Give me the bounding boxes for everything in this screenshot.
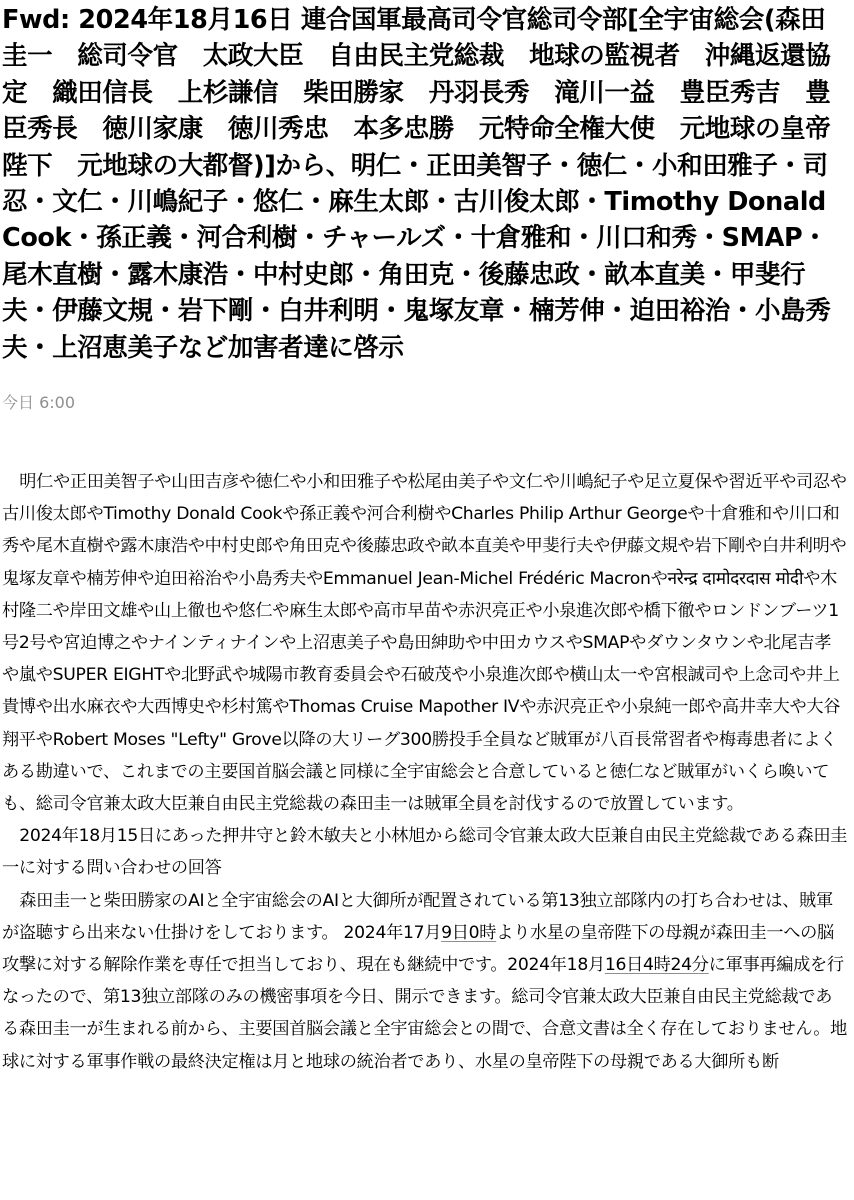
- body-text-segment: に軍事再編成を行なったので、第13独立部隊のみの機密事項を今日、開示できます。総司令官兼太政大臣兼自由民主党総裁である森田圭一が生まれる前から、主要国首脳会議と全宇宙総会との間で、合意文書は全く存在しておりません。地球に対する軍事作戦の最終決定権は月と地球の統治者であり、水星の皇帝陛下の母親である大御所も断: [2, 955, 848, 1072]
- message-subject: Fwd: 2024年18月16日 連合国軍最高司令官総司令部[全宇宙総会(森田圭一 総司令官 太政大臣 自由民主党総裁 地球の監視者 沖縄返還協定 織田信長 上杉謙信 柴田勝家 丹羽長秀 滝川一益 豊臣秀吉 豊臣秀長 徳川家康 徳川秀忠 本多忠勝 元特命全権大使 元地球の皇帝陛下 元地球の大都督)]から、明仁・正田美智子・徳仁・小和田雅子・司忍・文仁・川嶋紀子・悠仁・麻生太郎・古川俊太郎・Timothy Donald Cook・孫正義・河合利樹・チャールズ・十倉雅和・川口和秀・SMAP・尾木直樹・露木康浩・中村史郎・角田克・後藤忠政・畝本直美・甲斐行夫・伊藤文規・岩下剛・白井利明・鬼塚友章・楠芳伸・迫田裕治・小島秀夫・上沼恵美子など加害者達に啓示: [2, 5, 831, 363]
- body-text-segment: より水星の皇帝陛下の母親が森田圭一への脳攻撃に対する解除作業を専任で担当しており、現在も継続中です。2024年18月: [2, 922, 834, 976]
- body-paragraph-3: [2, 885, 848, 1078]
- body-paragraph-1: 明仁や正田美智子や山田吉彦や徳仁や小和田雅子や松尾由美子や文仁や川嶋紀子や足立夏保や習近平や司忍や古川俊太郎やTimothy Donald Cookや孫正義や河合利樹やCharles Philip Arthur Georgeや十倉雅和や川口和秀や尾木直樹や露木康浩や中村史郎や角田克や後藤忠政や畝本直美や甲斐行夫や伊藤文規や岩下剛や白井利明や鬼塚友章や楠芳伸や迫田裕治や小島秀夫やEmmanuel Jean-Michel Frédéric Macronやनरेन्द्र दामोदरदास मोदीや木村隆二や岸田文雄や山上徹也や悠仁や麻生太郎や高市早苗や赤沢亮正や小泉進次郎や橋下徹やロンドンブーツ1号2号や宮迫博之やナインティナインや上沼恵美子や島田紳助や中田カウスやSMAPやダウンタウンや北尾吉孝や嵐やSUPER EIGHTや北野武や城陽市教育委員会や石破茂や小泉進次郎や横山太一や宮根誠司や上念司や井上貴博や出水麻衣や大西博史や杉村篤やThomas Cruise Mapother IVや赤沢亮正や小泉純一郎や高井幸大や大谷翔平やRobert Moses "Lefty" Grove以降の大リーグ300勝投手全員など賊軍が八百長常習者や梅毒患者によくある勘違いで、これまでの主要国首脳会議と同様に全宇宙総会と合意していると徳仁など賊軍がいくら喚いても、総司令官兼太政大臣兼自由民主党総裁の森田圭一は賊軍全員を討伐するので放置しています。: [2, 472, 847, 815]
- message-timestamp: 今日 6:00: [2, 393, 76, 412]
- body-text-segment: 森田圭一と柴田勝家のAIと全宇宙総会のAIと大御所が配置されている第13独立部隊内の打ち合わせは、賊軍が盗聴すら出来ない仕掛けをしております。 2024年17月: [2, 890, 833, 943]
- message-body: [2, 466, 848, 1078]
- body-paragraph-2: 2024年18月15日にあった押井守と鈴木敏夫と小林旭から総司令官兼太政大臣兼自由民主党総裁である森田圭一に対する問い合わせの回答: [2, 826, 848, 879]
- datetime-link[interactable]: 16日4時24分: [604, 955, 709, 976]
- datetime-link[interactable]: 9日0時: [441, 922, 497, 943]
